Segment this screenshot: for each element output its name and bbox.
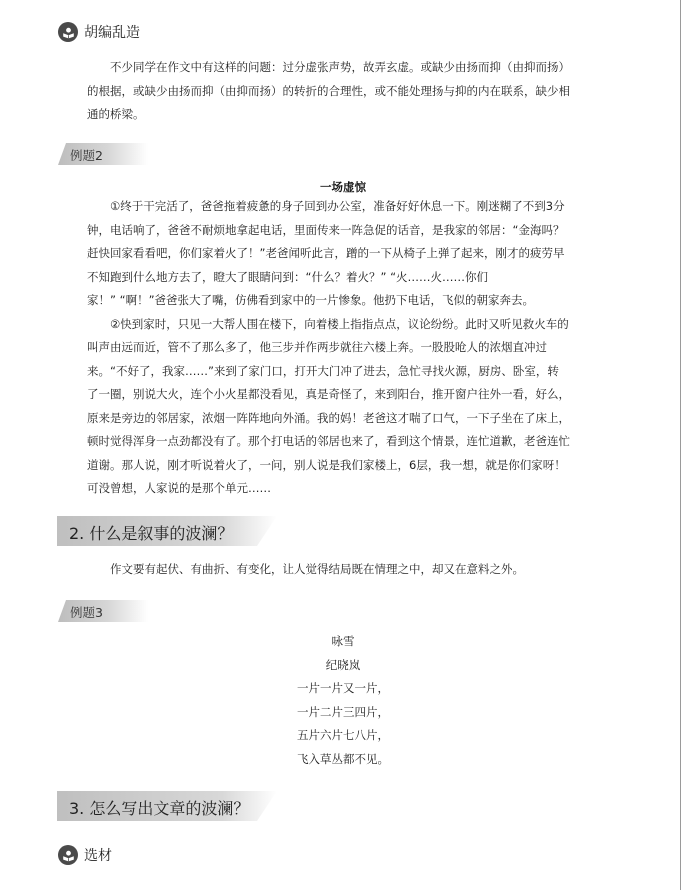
- heading-text: 选材: [84, 848, 112, 864]
- example-2-label: 例题2: [70, 148, 103, 163]
- section-3-band: [57, 791, 277, 821]
- example-3-tag: [58, 600, 148, 622]
- book-badge-icon: [58, 22, 78, 42]
- poem-line: 飞入草丛都不见。: [297, 751, 389, 766]
- story-line: 道谢。那人说，刚才听说着火了，一问，别人说是我们家楼上，6层，我一想，就是你们家呀！: [87, 457, 566, 472]
- story-line: ①终于干完活了，爸爸拖着疲惫的身子回到办公室，准备好好休息一下。刚迷糊了不到3分: [110, 199, 565, 213]
- section-2-title: 2. 什么是叙事的波澜？: [69, 524, 234, 543]
- example-2-tag: [58, 143, 148, 165]
- story-line: 叫声由远而近，管不了那么多了，他三步并作两步就往六楼上奔。一股股呛人的浓烟直冲过: [87, 340, 547, 354]
- poem-title: 咏雪: [331, 634, 355, 648]
- poem-line: 一片二片三四片，: [297, 704, 389, 719]
- intro-line: 的根据，或缺少由扬而抑（由抑而扬）的转折的合理性，或不能处理扬与抑的内在联系，缺少相: [87, 83, 570, 98]
- band-corner: [257, 791, 277, 821]
- poem-block: [0, 630, 686, 771]
- poem-line: 一片一片又一片，: [297, 681, 389, 695]
- section-2-text: 作文要有起伏、有曲折、有变化，让人觉得结局既在情理之中，却又在意料之外。: [110, 562, 524, 576]
- poem-line: 五片六片七八片，: [297, 728, 389, 742]
- section-2-text-block: [87, 558, 607, 582]
- intro-line: 不少同学在作文中有这样的问题：过分虚张声势，故弄玄虚。或缺少由扬而抑（由抑而扬）: [110, 60, 570, 74]
- poem-author: 纪晓岚: [325, 657, 361, 672]
- story-line: 原来是旁边的邻居家，浓烟一阵阵地向外涌。我的妈！老爸这才喘了口气，一下子坐在了床上，: [87, 410, 570, 425]
- band-corner: [257, 516, 277, 546]
- story-line: 可没曾想，人家说的是那个单元……: [87, 481, 271, 495]
- section-3-title: 3. 怎么写出文章的波澜？: [69, 799, 250, 818]
- section-2-band: [57, 516, 277, 546]
- book-badge-icon: [58, 845, 78, 865]
- tag-slash: [58, 143, 66, 165]
- heading-hubian: [58, 22, 140, 42]
- story-line: 家！” “啊！”爸爸张大了嘴，仿佛看到家中的一片惨象。他扔下电话，飞似的朝家奔去。: [87, 293, 535, 307]
- story-title: 一场虚惊: [320, 180, 366, 194]
- story-line: 不知跑到什么地方去了，瞪大了眼睛问到：“什么？着火？” “火……火……你们: [87, 269, 489, 284]
- story-line: 来。“不好了，我家……”来到了家门口，打开大门冲了进去，急忙寻找火源，厨房、卧室，转: [87, 363, 559, 378]
- story-line: 了一圈，别说大火，连个小火星都没看见，真是奇怪了，来到阳台，推开窗户往外一看，好么，: [87, 387, 570, 401]
- story-line: ②快到家时，只见一大帮人围在楼下，向着楼上指指点点，议论纷纷。此时又听见救火车的: [110, 316, 569, 331]
- tag-slash: [58, 600, 66, 622]
- heading-xuancai: [58, 845, 112, 865]
- story-line: 赶快回家看看吧，你们家着火了！”老爸闻听此言，蹭的一下从椅子上弹了起来，刚才的疲劳早: [87, 246, 565, 260]
- story-body: [87, 195, 607, 501]
- intro-paragraph: [87, 56, 607, 127]
- intro-line: 通的桥梁。: [87, 107, 145, 121]
- example-3-label: 例题3: [70, 605, 103, 620]
- heading-text: 胡编乱造: [84, 25, 140, 41]
- story-line: 钟，电话响了，爸爸不耐烦地拿起电话，里面传来一阵急促的话音，是我家的邻居：“金海吗？: [87, 222, 565, 237]
- story-line: 顿时觉得浑身一点劲都没有了。那个打电话的邻居也来了，看到这个情景，连忙道歉，老爸连忙: [87, 434, 570, 448]
